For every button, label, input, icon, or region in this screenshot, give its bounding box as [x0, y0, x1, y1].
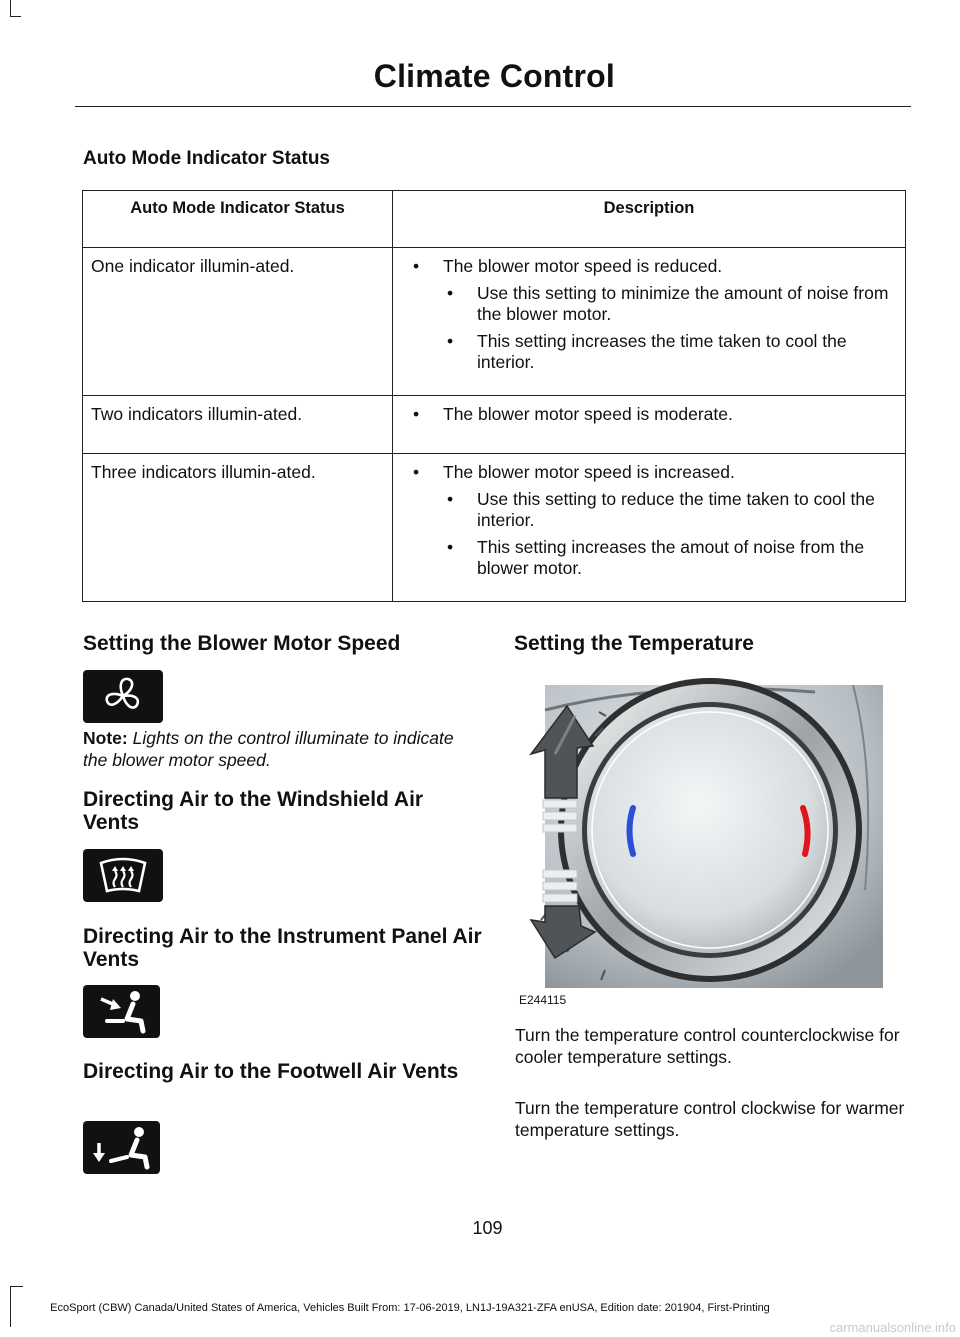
- temperature-heading: Setting the Temperature: [514, 632, 754, 655]
- figure-code: E244115: [519, 993, 567, 1007]
- column-header: Auto Mode Indicator Status: [83, 191, 393, 248]
- status-cell: Three indicators illumin-ated.: [83, 454, 393, 602]
- sub-bullet-item: • This setting increases the time taken to cool the interior.: [401, 331, 897, 373]
- table-row: [83, 248, 906, 396]
- header-divider: [75, 106, 911, 107]
- blower-heading: Setting the Blower Motor Speed: [83, 632, 401, 655]
- note-label: Note:: [83, 728, 128, 748]
- panel-vent-icon: [83, 985, 160, 1038]
- auto-mode-table: [82, 190, 906, 602]
- description-cell: [393, 248, 906, 396]
- description-cell: [393, 396, 906, 454]
- paragraph-warmer: Turn the temperature control clockwise for warmer temperature settings.: [515, 1098, 905, 1140]
- footwell-heading: Directing Air to the Footwell Air Vents: [83, 1060, 459, 1083]
- temperature-control-figure: [515, 670, 885, 990]
- column-header: Description: [393, 191, 906, 248]
- blower-note: [83, 727, 473, 771]
- bullet-item: • The blower motor speed is moderate.: [401, 404, 897, 425]
- watermark: carmanualsonline.info: [829, 1320, 956, 1335]
- note-text: Lights on the control illuminate to indicate the blower motor speed.: [83, 728, 454, 770]
- windshield-defrost-icon: [83, 849, 163, 902]
- status-cell: One indicator illumin-ated.: [83, 248, 393, 396]
- table-row: [83, 396, 906, 454]
- sub-bullet-item: • Use this setting to minimize the amount of noise from the blower motor.: [401, 283, 897, 325]
- section-title: Auto Mode Indicator Status: [83, 148, 330, 169]
- table-header-row: [83, 191, 906, 248]
- crop-mark: [10, 0, 21, 17]
- table-row: [83, 454, 906, 602]
- bullet-item: • The blower motor speed is increased.: [401, 462, 897, 483]
- description-cell: [393, 454, 906, 602]
- page-number: 109: [472, 1218, 503, 1238]
- bullet-item: • The blower motor speed is reduced.: [401, 256, 897, 277]
- footer-text: EcoSport (CBW) Canada/United States of America, Vehicles Built From: 17-06-2019, LN1J-19A321-ZFA enUSA, Edition date: 201904, First-Printing: [50, 1302, 770, 1314]
- sub-bullet-item: • This setting increases the amout of noise from the blower motor.: [401, 537, 897, 579]
- page-title: Climate Control: [373, 58, 615, 94]
- sub-bullet-item: • Use this setting to reduce the time taken to cool the interior.: [401, 489, 897, 531]
- windshield-heading: Directing Air to the Windshield Air Vents: [83, 788, 424, 834]
- footwell-vent-icon: [83, 1121, 160, 1174]
- fan-icon: [83, 670, 163, 723]
- paragraph-cooler: Turn the temperature control counterclockwise for cooler temperature settings.: [515, 1025, 900, 1067]
- status-cell: Two indicators illumin-ated.: [83, 396, 393, 454]
- panel-heading: Directing Air to the Instrument Panel Air Vents: [83, 925, 482, 971]
